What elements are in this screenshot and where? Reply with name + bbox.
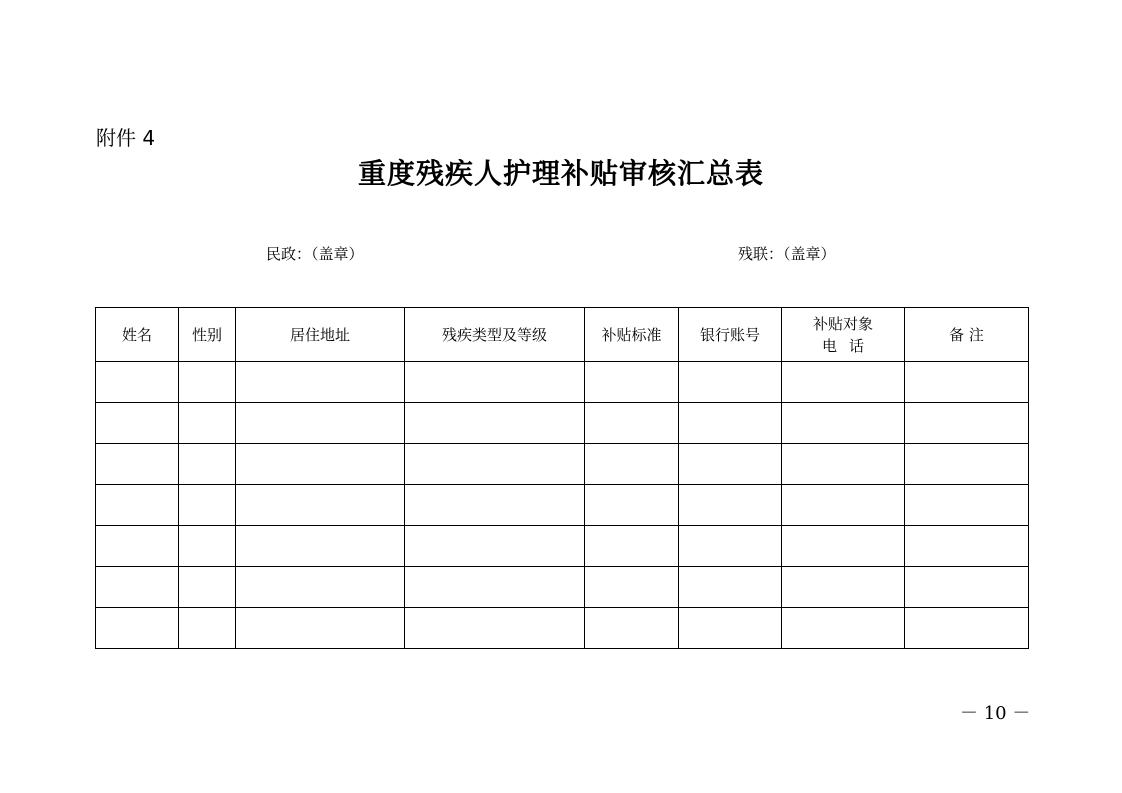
header-subsidy-standard: 补贴标准 xyxy=(585,308,679,362)
table-cell-gender xyxy=(179,444,236,485)
table-cell-name xyxy=(96,608,179,649)
table-cell-bank-account xyxy=(679,403,782,444)
header-recipient-phone-line1: 补贴对象 xyxy=(812,314,873,333)
header-remarks: 备 注 xyxy=(905,308,1029,362)
attachment-label: 附件 4 xyxy=(96,126,156,150)
table-cell-phone xyxy=(782,403,905,444)
civil-affairs-seal-label: 民政：（盖章） xyxy=(266,245,364,263)
table-cell-remarks xyxy=(905,526,1029,567)
table-cell-name xyxy=(96,444,179,485)
table-header-row xyxy=(96,308,1029,362)
table-cell-gender xyxy=(179,526,236,567)
header-disability-type-level: 残疾类型及等级 xyxy=(405,308,585,362)
header-recipient-phone-line2: 电话 xyxy=(821,336,876,355)
table-cell-standard xyxy=(585,608,679,649)
table-cell-standard xyxy=(585,444,679,485)
table-cell-gender xyxy=(179,362,236,403)
table-cell-phone xyxy=(782,608,905,649)
table-cell-address xyxy=(236,444,405,485)
header-name: 姓名 xyxy=(96,308,179,362)
table-cell-remarks xyxy=(905,444,1029,485)
table-cell-bank-account xyxy=(679,567,782,608)
table-cell-address xyxy=(236,526,405,567)
table-cell-standard xyxy=(585,362,679,403)
page-number: － 10 － xyxy=(960,703,1031,724)
table-cell-remarks xyxy=(905,362,1029,403)
table-cell-standard xyxy=(585,485,679,526)
table-cell-name xyxy=(96,362,179,403)
table-cell-gender xyxy=(179,567,236,608)
table-cell-standard xyxy=(585,526,679,567)
table-cell-disability xyxy=(405,608,585,649)
table-cell-phone xyxy=(782,362,905,403)
table-cell-bank-account xyxy=(679,608,782,649)
table-cell-phone xyxy=(782,567,905,608)
table-row xyxy=(96,362,1029,403)
table-cell-gender xyxy=(179,608,236,649)
table-cell-phone xyxy=(782,526,905,567)
table-cell-remarks xyxy=(905,608,1029,649)
table-cell-bank-account xyxy=(679,526,782,567)
table-cell-bank-account xyxy=(679,485,782,526)
table-cell-name xyxy=(96,403,179,444)
table-cell-name xyxy=(96,526,179,567)
table-cell-bank-account xyxy=(679,444,782,485)
table-cell-remarks xyxy=(905,403,1029,444)
table-cell-address xyxy=(236,567,405,608)
disabled-federation-seal-label: 残联：（盖章） xyxy=(738,245,836,263)
table-cell-phone xyxy=(782,444,905,485)
table-cell-gender xyxy=(179,485,236,526)
table-row xyxy=(96,567,1029,608)
table-cell-address xyxy=(236,608,405,649)
table-row xyxy=(96,485,1029,526)
header-bank-account: 银行账号 xyxy=(679,308,782,362)
table-cell-standard xyxy=(585,567,679,608)
table-cell-disability xyxy=(405,403,585,444)
header-gender: 性别 xyxy=(179,308,236,362)
subsidy-summary-table xyxy=(95,307,1029,649)
table-cell-remarks xyxy=(905,485,1029,526)
table-cell-name xyxy=(96,567,179,608)
table-row xyxy=(96,526,1029,567)
table-cell-address xyxy=(236,485,405,526)
header-recipient-phone xyxy=(782,308,905,362)
table-cell-disability xyxy=(405,526,585,567)
table-cell-address xyxy=(236,362,405,403)
table-row xyxy=(96,444,1029,485)
table-row xyxy=(96,608,1029,649)
table-cell-address xyxy=(236,403,405,444)
table-cell-gender xyxy=(179,403,236,444)
table-cell-phone xyxy=(782,485,905,526)
table-cell-remarks xyxy=(905,567,1029,608)
table-body xyxy=(96,362,1029,649)
table-cell-disability xyxy=(405,362,585,403)
table-cell-disability xyxy=(405,567,585,608)
table-cell-name xyxy=(96,485,179,526)
table-cell-bank-account xyxy=(679,362,782,403)
table-row xyxy=(96,403,1029,444)
page-title: 重度残疾人护理补贴审核汇总表 xyxy=(357,157,764,190)
table-cell-disability xyxy=(405,485,585,526)
table-cell-standard xyxy=(585,403,679,444)
table-cell-disability xyxy=(405,444,585,485)
header-address: 居住地址 xyxy=(236,308,405,362)
